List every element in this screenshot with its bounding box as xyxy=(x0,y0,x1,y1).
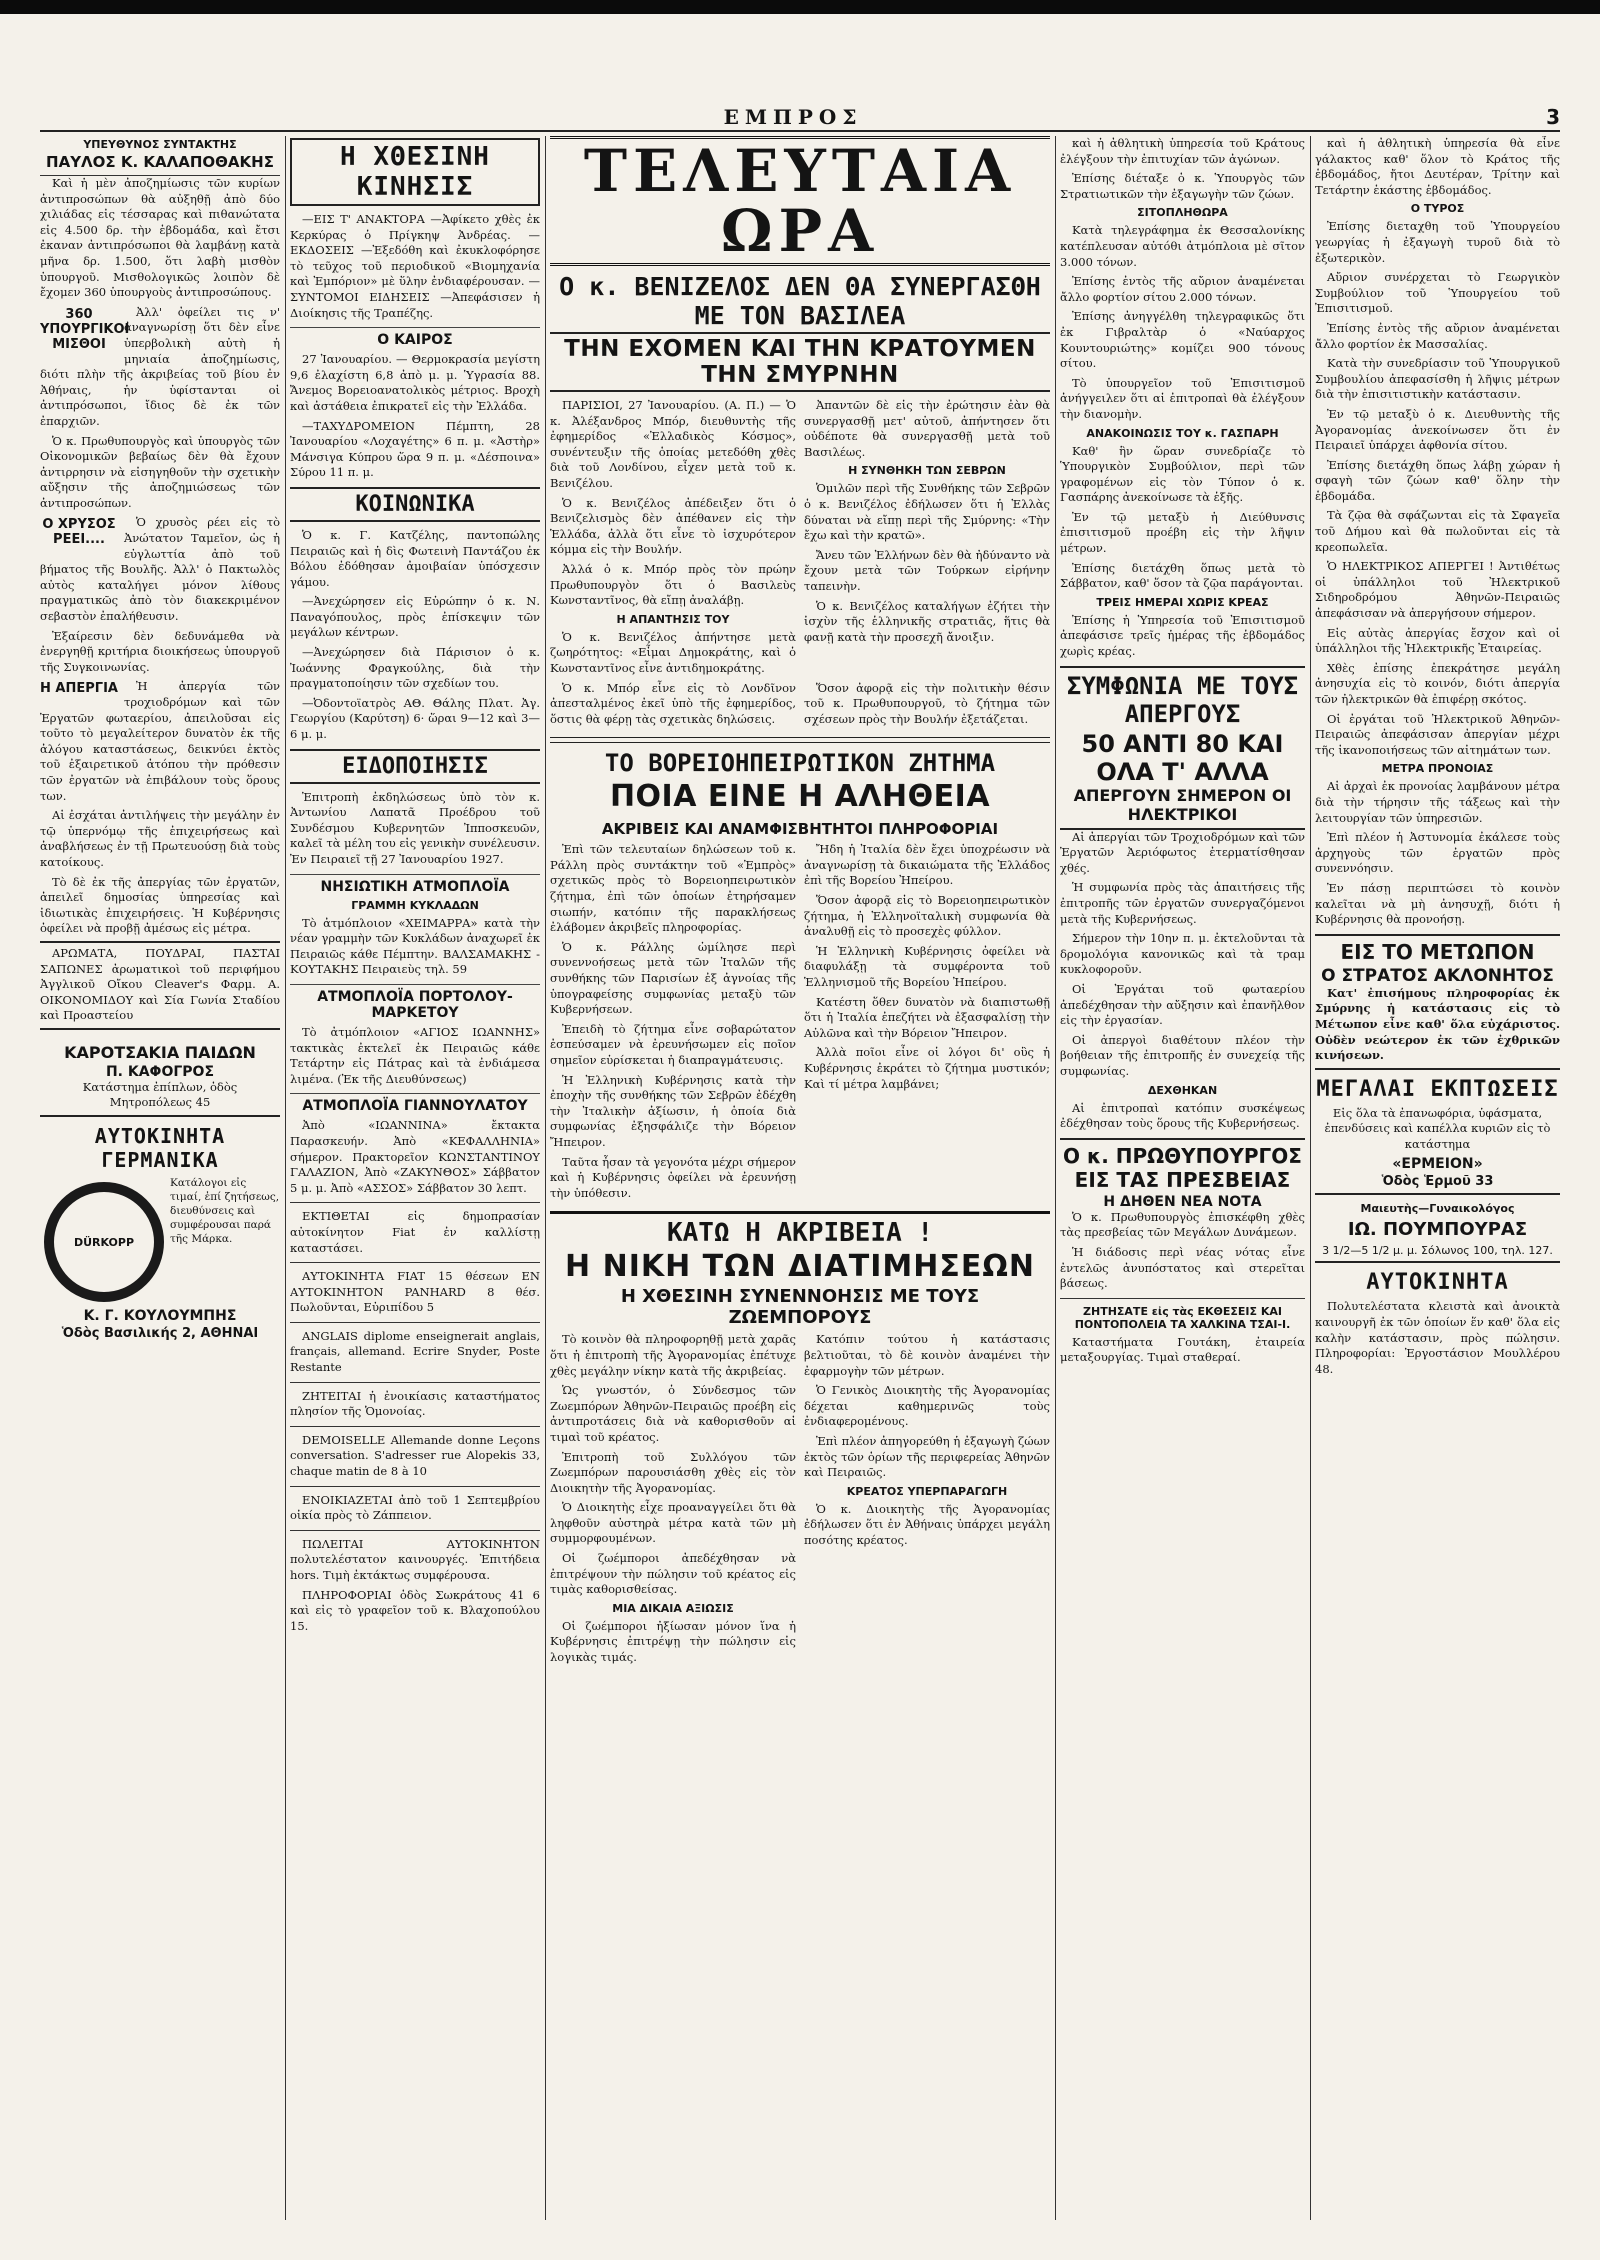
article-paragraph: Ὅσον ἀφορᾷ εἰς τὸ Βορειοηπειρωτικὸν ζήτημα, ἡ Ἑλληνοϊταλικὴ συμφωνία θὰ ἀναλυθῇ εἰς τὸ προσεχὲς φύλλον. xyxy=(804,893,1050,939)
ad-label: Μαιευτὴς—Γυναικολόγος xyxy=(1360,1202,1515,1216)
article-paragraph: Ἡ Ἑλληνικὴ Κυβέρνησις ὀφείλει νὰ διαφυλάξῃ τὰ συμφέροντα τοῦ Ἑλληνισμοῦ τῆς Βορείου Ἠπείρου. xyxy=(804,943,1050,990)
divider xyxy=(1060,1298,1305,1299)
sub-heading: Ο ΤΥΡΟΣ xyxy=(1410,202,1465,216)
ad-text: Καταστήματα Γουτάκη, ἐταιρεία μεταξουργίας. Τιμαὶ σταθεραί. xyxy=(1060,1334,1305,1365)
ad-german-cars xyxy=(40,1115,280,1341)
sub-headline: Ο ΣΤΡΑΤΟΣ ΑΚΛΟΝΗΤΟΣ xyxy=(1321,965,1554,986)
classified-ad: DEMOISELLE Allemande donne Leçons conversation. S'adresser rue Alopekis 33, chaque matin de 8 à 10 xyxy=(290,1432,540,1479)
divider xyxy=(290,1486,540,1487)
ad-row xyxy=(40,1176,280,1306)
article-paragraph: Ὁ ΗΛΕΚΤΡΙΚΟΣ ΑΠΕΡΓΕΙ ! Ἀντιθέτως οἱ ὑπάλληλοι τοῦ Ἠλεκτρικοῦ Σιδηροδρόμου Ἀθηνῶν-Πειραιῶς ἀπεφάσισαν νὰ ἀπεργήσουν σήμερον. xyxy=(1315,559,1560,621)
article-paragraph: Κατὰ τὴν συνεδρίασιν τοῦ Ὑπουργικοῦ Συμβουλίου ἀπεφασίσθη ἡ λῆψις μέτρων διὰ τὴν ἐπισιτιστικὴν κατάστασιν. xyxy=(1315,356,1560,402)
divider xyxy=(550,737,1050,743)
inline-heading: Ο ΧΡΥΣΟΣ ΡΕΕΙ.... xyxy=(42,517,116,548)
sub-headline: Η ΔΗΘΕΝ ΝΕΑ ΝΟΤΑ xyxy=(1103,1193,1262,1210)
article-paragraph: Ἐν πάσῃ περιπτώσει τὸ κοινὸν καλεῖται νὰ μὴ ἀνησυχῇ, διότι ἡ Κυβέρνησις θὰ προνοήσῃ. xyxy=(1315,880,1560,927)
article-subcolumns xyxy=(550,842,1050,1205)
article-paragraph: Ἐπίσης ἐντὸς τῆς αὔριον ἀναμένεται ἄλλο φορτίον σίτου 2.000 τόνων. xyxy=(1060,274,1305,304)
editor-label: ΥΠΕΥΘΥΝΟΣ ΣΥΝΤΑΚΤΗΣ xyxy=(83,138,237,151)
article-paragraph: —ΤΑΧΥΔΡΟΜΕΙΟΝ Πέμπτη, 28 Ἰανουαρίου «Λοχαγέτης» 6 π. μ. «Ἀστὴρ» Μάνσιγα Κύπρου ὥρα 9 π. μ. «Δέσποινα» Σύρου 11 π. μ. xyxy=(290,418,540,480)
sub-heading: ΜΙΑ ΔΙΚΑΙΑ ΑΞΙΩΣΙΣ xyxy=(612,1601,734,1615)
article-paragraph: Ἐπὶ τῶν τελευταίων δηλώσεων τοῦ κ. Ράλλη πρὸς συντάκτην τοῦ «Ἐμπρὸς» σχετικῶς πρὸς τὸ Βορειοηπειρωτικὸν ζήτημα, ἐπὶ τῶν ὁποίων ἐτηρήσαμεν σιωπήν, κατόπιν τῆς παρακλήσεως ἐλάβομεν ἀκριβεῖς πληροφορίας. xyxy=(550,842,796,935)
section-heading: ΚΟΙΝΩΝΙΚΑ xyxy=(290,487,540,522)
classified-ad: ΑΥΤΟΚΙΝΗΤΑ FIAT 15 θέσεων ΕΝ ΑΥΤΟΚΙΝΗΤΟΝ PANHARD 8 θέσ. Πωλοῦνται, Εὐριπίδου 5 xyxy=(290,1269,540,1315)
article-paragraph: Τὸ δὲ ἐκ τῆς ἀπεργίας τῶν ἐργατῶν, ἀπειλεῖ δημοσίας ὑπηρεσίας καὶ ἰδιωτικὰς ἐπιχειρήσεις. Ἡ Κυβέρνησις ὀφείλει νὰ προβῇ ἀμέσως εἰς μέτρα. xyxy=(40,874,280,936)
divider xyxy=(290,1322,540,1323)
article-paragraph: Ὡς γνωστόν, ὁ Σύνδεσμος τῶν Ζωεμπόρων Ἀθηνῶν-Πειραιῶς προέβη εἰς ἀντιπροτάσεις διὰ νὰ καθορισθοῦν αἱ τιμαὶ τοῦ κρέατος. xyxy=(550,1383,796,1444)
article-paragraph: Ὁμιλῶν περὶ τῆς Συνθήκης τῶν Σεβρῶν ὁ κ. Βενιζέλος ἐδήλωσεν ὅτι ἡ Ἑλλὰς δύναται νὰ εἴπῃ περὶ τῆς Σμύρνης: «Τὴν ἔχω καὶ τὴν κρατῶ». xyxy=(804,481,1050,543)
headline: ΤΗΝ ΕΧΟΜΕΝ ΚΑΙ ΤΗΝ ΚΡΑΤΟΥΜΕΝ ΤΗΝ ΣΜΥΡΝΗΝ xyxy=(550,332,1050,392)
sub-heading: ΓΡΑΜΜΗ ΚΥΚΛΑΔΩΝ xyxy=(351,898,479,912)
article-paragraph: Αἱ ἐπιτροπαὶ κατόπιν συσκέψεως ἐδέχθησαν τοὺς ὅρους τῆς Κυβερνήσεως. xyxy=(1060,1100,1305,1131)
sub-headline: Η ΧΘΕΣΙΝΗ ΣΥΝΕΝΝΟΗΣΙΣ ΜΕ ΤΟΥΣ ΖΩΕΜΠΟΡΟΥΣ xyxy=(620,1286,980,1329)
article-paragraph: Αἱ ἐσχάται ἀντιλήψεις τὴν μεγάλην ἐν τῷ ὑπερνόμῳ τῆς ἐπιχειρήσεως καὶ ἀναβλήσεως ἐν τῇ Πρωτευούσῃ διὰ τοὺς κατοίκους. xyxy=(40,808,280,869)
article-paragraph: Ἡ Ἑλληνικὴ Κυβέρνησις κατὰ τὴν ἐποχὴν τῆς συνθήκης τῶν Σεβρῶν ἐδέχθη τὴν Ἰταλικὴν ἀξίωσιν, ἡ ὁποία διὰ συμφωνίας ἐξησφάλιζε τὴν Βόρειον Ἤπειρον. xyxy=(550,1072,796,1149)
subcolumn-left xyxy=(550,1332,796,1669)
article-paragraph: —Ὀδοντοϊατρὸς ΑΘ. Θάλης Πλατ. Ἀγ. Γεωργίου (Καρύτση) 6· ὥραι 9—12 καὶ 3—6 μ. μ. xyxy=(290,695,540,742)
ad-shop: «ΕΡΜΕΙΟΝ» xyxy=(1392,1156,1483,1173)
article-paragraph: καὶ ἡ ἀθλητικὴ ὑπηρεσία θὰ εἶνε γάλακτος καθ' ὅλον τὸ Κράτος τῆς ἑβδομάδος, ἤτοι Δευτέραν, Τρίτην καὶ Τετάρτην ἑκάστης ἑβδομάδος. xyxy=(1315,136,1560,197)
article-paragraph: Οἱ Ἐργάται τοῦ φωταερίου ἀπεδέχθησαν τὴν αὔξησιν καὶ ἐπανῆλθον εἰς τὴν ἐργασίαν. xyxy=(1060,981,1305,1028)
article-paragraph: Ὁ κ. Βενιζέλος ἀπήντησε μετὰ ζωηρότητος: «Εἶμαι Δημοκράτης, καὶ ὁ Κωνσταντῖνος εἶνε ἀντιδημοκράτης. xyxy=(550,629,796,675)
article-paragraph: Οἱ ζωέμποροι ἀπεδέχθησαν νὰ ἐπιτρέψουν τὴν πώλησιν τοῦ κρέατος εἰς τιμὰς καθορισθείσας. xyxy=(550,1551,796,1597)
column-5 xyxy=(1315,136,1560,2220)
article-paragraph: Ὅσον ἀφορᾷ εἰς τὴν πολιτικὴν θέσιν τοῦ κ. Πρωθυπουργοῦ, τὸ ζήτημα τῶν σχέσεων πρὸς τὴν Βουλήν ἐξετάζεται. xyxy=(804,680,1050,726)
classified-ad: ΕΚΤΙΘΕΤΑΙ εἰς δημοπρασίαν αὐτοκίνητον Fiat ἐν καλλίστῃ καταστάσει. xyxy=(290,1209,540,1255)
masthead xyxy=(40,104,1560,132)
article-paragraph: Ὁ κ. Βενιζέλος ἀπέδειξεν ὅτι ὁ Βενιζελισμὸς δὲν ἀπέθανεν εἰς τὴν Ἑλλάδα, ἀλλὰ ὅτι εἶνε τὸ ἰσχυρότερον κόμμα εἰς τὴν Βουλήν. xyxy=(550,495,796,557)
subcolumn-right xyxy=(804,842,1050,1205)
ad-text: Κατάλογοι εἰς τιμαί, ἐπί ζητήσεως, διευθύνσεις καὶ συμφέρουσαι παρά τῆς Μάρκα. xyxy=(170,1177,280,1246)
sub-heading: ΝΗΣΙΩΤΙΚΗ ΑΤΜΟΠΛΟΪΑ xyxy=(290,874,540,895)
headline: ΚΑΤΩ Η ΑΚΡΙΒΕΙΑ ! xyxy=(666,1218,934,1249)
classified-ad: ΠΛΗΡΟΦΟΡΙΑΙ ὁδὸς Σωκράτους 41 6 καὶ εἰς τὸ γραφεῖον τοῦ κ. Βλαχοπούλου 15. xyxy=(290,1587,540,1633)
article-paragraph: Ἐπίσης διέταξε ὁ κ. Ὑπουργὸς τῶν Στρατιωτικῶν τὴν ἐξαγωγὴν τῶν ζώων. xyxy=(1060,171,1305,201)
divider xyxy=(290,1382,540,1383)
article-paragraph: Καὶ ἡ μὲν ἀποζημίωσις τῶν κυρίων ἀντιπροσώπων θὰ αὐξηθῇ ἀπὸ δύο χιλιάδας εἰς τέσσαρας καὶ πιθανώτατα εἰς 4.500 δρ. τὴν ἑβδομάδα, καὶ ἔτσι ἐκαναν ἀντιπρόσωποι θὰ λαμβάνῃ κατὰ μῆνα δρ. 1.500, ὅτι λαβὴ μισθὸν ὑπουργοῦ. Μισθολογικῶς λοιπὸν δὲ ἔχομεν 360 ὑπουργοὺς ἀντιπροσώπους. xyxy=(40,176,280,300)
article-paragraph: Ἐπιτροπὴ ἐκδηλώσεως ὑπὸ τὸν κ. Ἀντωνίου Λαπατᾶ Προέδρου τοῦ Συνδέσμου Κυβερνητῶν Ἰπποσκευῶν, καλεῖ τὰ μέλη του εἰς γενικὴν συνέλευσιν. Ἐν Πειραιεῖ τῇ 27 Ἰανουαρίου 1927. xyxy=(290,789,540,866)
article-paragraph: Οἱ ἀπεργοὶ διαθέτουν πλέον τὴν βοήθειαν τῆς ἐπιτροπῆς ἐν συνεχείᾳ τῆς συμφωνίας. xyxy=(1060,1032,1305,1078)
ad-address: Ὁδὸς Ἑρμοῦ 33 xyxy=(1381,1174,1494,1190)
article-paragraph: Ἐπίσης διετάχθη ὅπως μετὰ τὸ Σάββατον, καθ' ὅσον τὰ ζῷα παράγονται. xyxy=(1060,560,1305,591)
article-paragraph: Τὰ ζῷα θὰ σφάζωνται εἰς τὰ Σφαγεῖα τοῦ Δήμου καὶ θὰ πωλοῦνται εἰς τὰ κρεοπωλεῖα. xyxy=(1315,508,1560,554)
article-paragraph: Αἱ ἀπεργίαι τῶν Τροχιοδρόμων καὶ τῶν Ἐργατῶν Ἀεριόφωτος ἐτερματίσθησαν χθές. xyxy=(1060,829,1305,875)
article-paragraph: Εἰς αὐτὰς ἀπεργίας ἔσχον καὶ οἱ ὑπάλληλοι τῆς Ἠλεκτρικῆς Ἐταιρείας. xyxy=(1315,625,1560,656)
article-paragraph: —Ἀνεχώρησεν διὰ Πάρισιον ὁ κ. Ἰωάννης Φραγκούλης, διὰ τὴν πραγματοποίησιν τῶν σχεδίων του. xyxy=(290,645,540,691)
sub-heading: ΑΤΜΟΠΛΟΪΑ ΓΙΑΝΝΟΥΛΑΤΟΥ xyxy=(290,1093,540,1114)
sub-heading: ΔΕΧΘΗΚΑΝ xyxy=(1147,1083,1218,1097)
subcolumn-right xyxy=(804,398,1050,681)
headline: Ο κ. ΠΡΩΘΥΠΟΥΡΓΟΣ ΕΙΣ ΤΑΣ ΠΡΕΣΒΕΙΑΣ xyxy=(1060,1138,1305,1192)
article-paragraph: Οἱ ζωέμποροι ἠξίωσαν μόνον ἵνα ἡ Κυβέρνησις ἐπιτρέψῃ τὴν πώλησιν εἰς λογικὰς τιμάς. xyxy=(550,1618,796,1665)
article-paragraph: Ὁ Διοικητὴς εἶχε προαναγγείλει ὅτι θὰ ληφθοῦν αὐστηρὰ μέτρα κατὰ τῶν μὴ συμμορφουμένων. xyxy=(550,1500,796,1546)
ad-title: ΑΥΤΟΚΙΝΗΤΑ ΓΕΡΜΑΝΙΚΑ xyxy=(94,1124,226,1173)
article-subcolumns xyxy=(550,681,1050,732)
column-2 xyxy=(290,136,540,2220)
article-paragraph: Ἡ συμφωνία πρὸς τὰς ἀπαιτήσεις τῆς ἐπιτροπῆς τῶν ἐργατῶν συνεργαζόμενοι μετὰ τῆς Κυβερνήσεως. xyxy=(1060,880,1305,926)
ad-cars xyxy=(1315,1261,1560,1377)
ad-name: ΙΩ. ΠΟΥΜΠΟΥΡΑΣ xyxy=(1347,1219,1528,1241)
article-paragraph: Ἀπὸ «ΙΩΑΝΝΙΝΑ» ἔκτακτα Παρασκευήν. Ἀπὸ «ΚΕΦΑΛΛΗΝΙΑ» σήμερον. Πρακτορεῖον ΚΩΝΣΤΑΝΤΙΝΟΥ ΓΑΛΑΖΙΟΝ, Ἀπὸ «ΖΑΚΥΝΘΟΣ» Σάββατον 5 μ. μ. Ἀπὸ «ΑΣΣΟΣ» Σάββατον 30 λεπτ. xyxy=(290,1118,540,1195)
article-paragraph: Ὁ Γενικὸς Διοικητὴς τῆς Ἀγορανομίας δέχεται καθημερινῶς τοὺς ἐνδιαφερομένους. xyxy=(804,1383,1050,1429)
article-paragraph: Ἐπὶ πλέον ἀπηγορεύθη ἡ ἐξαγωγὴ ζώων ἐκτὸς τῶν ὁρίων τῆς περιφερείας Ἀθηνῶν καὶ Πειραιῶς. xyxy=(804,1433,1050,1480)
divider xyxy=(290,1426,540,1427)
article-paragraph: Ἐπίσης ἀνηγγέλθη τηλεγραφικῶς ὅτι ἐκ Γιβραλτὰρ ὁ «Ναύαρχος Κουντουριώτης» κομίζει 900 τόνους σίτου. xyxy=(1060,309,1305,371)
article-paragraph: Ἐπίσης διετάχθη ὅπως λάβῃ χώραν ἡ σφαγὴ τῶν ζώων καθ' ὅλην τὴν ἑβδομάδα. xyxy=(1315,457,1560,503)
article-paragraph: Καθ' ἣν ὥραν συνεδρίαζε τὸ Ὑπουργικὸν Συμβούλιον, περὶ τῶν γραφομένων εἰς τὸν Τύπον ὁ κ. Γασπάρης ἀνεκοίνωσε τὰ ἑξῆς. xyxy=(1060,443,1305,505)
column-rule xyxy=(1310,136,1311,2220)
article-paragraph: Ἐν τῷ μεταξὺ ἡ Διεύθυνσις ἐπισιτισμοῦ προέβη εἰς τὴν λῆψιν μέτρων. xyxy=(1060,509,1305,556)
article-paragraph: Ἐπίσης ἡ Ὑπηρεσία τοῦ Ἐπισιτισμοῦ ἀπεφάσισε τρεῖς ἡμέρας τῆς ἑβδομάδος χωρὶς κρέας. xyxy=(1060,612,1305,659)
ad-perfumes xyxy=(40,941,280,1024)
headline: Η ΝΙΚΗ ΤΩΝ ΔΙΑΤΙΜΗΣΕΩΝ xyxy=(565,1249,1035,1285)
classified-ad: ΕΝΟΙΚΙΑΖΕΤΑΙ ἀπὸ τοῦ 1 Σεπτεμβρίου οἰκία πρὸς τὸ Ζάππειον. xyxy=(290,1492,540,1523)
article-paragraph: Ἐπίσης ἐντὸς τῆς αὔριον ἀναμένεται ἄλλο φορτίον ἐκ Μασσαλίας. xyxy=(1315,320,1560,351)
ad-address: Κατάστημα ἐπίπλων, ὁδὸς Μητροπόλεως 45 xyxy=(82,1079,238,1110)
ad-title: ΖΗΤΗΣΑΤΕ εἰς τὰς ΕΚΘΕΣΕΙΣ ΚΑΙ ΠΟΝΤΟΠΟΛΕΙΑ ΤΑ ΧΑΛΚΙΝΑ ΤΣΑΙ-Ι. xyxy=(1074,1304,1291,1331)
divider xyxy=(290,1262,540,1263)
article-paragraph: Ἐπὶ πλέον ἡ Ἀστυνομία ἐκάλεσε τοὺς ἀρχηγοὺς τῶν ἐργατῶν πρὸς συνεννόησιν. xyxy=(1315,830,1560,876)
classified-ad: ANGLAIS diplome enseignerait anglais, français, allemand. Ecrire Snyder, Poste Restante xyxy=(290,1328,540,1375)
article-paragraph: Ἐπειδὴ τὸ ζήτημα εἶνε σοβαρώτατον ἐσπεύσαμεν νὰ ἐρευνήσωμεν εἰς ποῖον σημεῖον εὑρίσκεται ἡ διαπραγμάτευσις. xyxy=(550,1021,796,1067)
article-paragraph: Οἱ ἐργάται τοῦ Ἠλεκτρικοῦ Ἀθηνῶν-Πειραιῶς ἀπεφάσισαν ἀπεργίαν μέχρι τῆς ἱκανοποιήσεως τῶν αἰτημάτων των. xyxy=(1315,711,1560,757)
subcolumn-left xyxy=(550,842,796,1205)
article-paragraph: Ἤδη ἡ Ἰταλία δὲν ἔχει ὑποχρέωσιν νὰ ἀναγνωρίσῃ τὰ δικαιώματα τῆς Ἑλλάδος ἐπὶ τῆς Βορείου Ἠπείρου. xyxy=(804,842,1050,888)
ad-text: ΑΡΩΜΑΤΑ, ΠΟΥΔΡΑΙ, ΠΑΣΤΑΙ ΣΑΠΩΝΕΣ ἀρωματικοὶ τοῦ περιφήμου Ἀγγλικοῦ Οἴκου Cleaver's Φαρμ. Α. ΟΙΚΟΝΟΜΙΔΟΥ καὶ Σία Γωνία Σταδίου καὶ Προαστείου xyxy=(40,945,280,1023)
divider xyxy=(290,1530,540,1531)
sub-heading: ΑΤΜΟΠΛΟΪΑ ΠΟΡΤΟΛΟΥ-ΜΑΡΚΕΤΟΥ xyxy=(290,984,540,1021)
article-paragraph: Ἐξαίρεσιν δὲν δεδυνάμεθα νὰ ἐνεργηθῇ κριτήρια διοικήσεως ὑπουργοῦ τῆς Συγκοινωνίας. xyxy=(40,628,280,674)
article-subcolumns xyxy=(550,1332,1050,1669)
article-paragraph: Ἄνευ τῶν Ἑλλήνων δὲν θὰ ἠδύναντο νὰ ἔχουν μετὰ τῶν Τούρκων εἰρήνην ταπεινὴν. xyxy=(804,547,1050,593)
article-paragraph: Ὁ κ. Βενιζέλος καταλήγων ἐζήτει τὴν ἰσχὺν τῆς ἑλληνικῆς στρατιᾶς, ἥτις θὰ φανῇ κατὰ τὴν προσεχῆ ἄνοιξιν. xyxy=(804,598,1050,644)
article-paragraph: 27 Ἰανουαρίου. — Θερμοκρασία μεγίστη 9,6 ἐλαχίστη 6,8 ἀπὸ μ. μ. Ὑγρασία 88. Ἄνεμος Βορειοανατολικὸς μέτριος. Βροχὴ καὶ ἀστάθεια ἐπικρατεῖ εἰς τὴν Ἑλλάδα. xyxy=(290,352,540,413)
sub-heading: ΣΙΤΟΠΛΗΘΩΡΑ xyxy=(1137,206,1228,220)
article-paragraph: Ἀλλὰ ποῖοι εἶνε οἱ λόγοι δι' οὓς ἡ Κυβέρνησις ἐκράτει τὸ ζήτημα μυστικόν; Καὶ τί μέτρα λαμβάνει; xyxy=(804,1045,1050,1091)
tire-brand: DÜRKOPP xyxy=(73,1235,135,1249)
inline-heading: 360 ΥΠΟΥΡΓΙΚΟΙ ΜΙΣΘΟΙ xyxy=(40,306,130,352)
column-rule xyxy=(1055,136,1056,2220)
subcolumn-left xyxy=(550,681,796,732)
sub-heading: ΤΡΕΙΣ ΗΜΕΡΑΙ ΧΩΡΙΣ ΚΡΕΑΣ xyxy=(1096,595,1269,609)
article-paragraph: Ἀλλ' ὀφείλει τις ν' ἀναγνωρίσῃ ὅτι δὲν εἶνε ὑπερβολικὴ αὐτὴ ἡ μηνιαία ἀποζημίωσις, διότι πλὴν τῆς ἀκριβείας τοῦ βίου ἐν Ἀθήναις, ἡν ὑφίστανται οἱ ἀντιπρόσωποι, ἴδιος δὲ ἐκ τῶν ἐπαρχιῶν. xyxy=(40,304,280,428)
top-black-bar xyxy=(0,0,1600,14)
ad-text: Εἰς ὅλα τὰ ἐπανωφόρια, ὑφάσματα, ἐπενδύσεις καὶ καπέλλα κυριῶν εἰς τὸ κατάστημα xyxy=(1324,1105,1551,1151)
article-paragraph: Ὁ κ. Διοικητὴς τῆς Ἀγορανομίας ἐδήλωσεν ὅτι ἐν Ἀθήναις ὑπάρχει μεγάλη ποσότης κρέατος. xyxy=(804,1501,1050,1547)
ad-discounts xyxy=(1315,1068,1560,1190)
tire-logo-icon xyxy=(44,1182,164,1302)
ad-prams xyxy=(40,1028,280,1111)
ad-title: ΜΕΓΑΛΑΙ ΕΚΠΤΩΣΕΙΣ xyxy=(1316,1076,1559,1102)
subcolumn-left xyxy=(550,398,796,681)
sub-headline: ΑΠΕΡΓΟΥΝ ΣΗΜΕΡΟΝ ΟΙ ΗΛΕΚΤΡΙΚΟΙ xyxy=(1060,786,1305,830)
ad-name: Π. ΚΑΦΟΓΡΟΣ xyxy=(105,1063,215,1080)
section-heading: Η ΧΘΕΣΙΝΗ ΚΙΝΗΣΙΣ xyxy=(290,138,540,206)
article-paragraph: Κατὰ τηλεγράφημα ἐκ Θεσσαλονίκης κατέπλευσαν αὐτόθι ἀτμόπλοια μὲ σῖτον 3.000 τόνων. xyxy=(1060,223,1305,269)
article-paragraph: Ὁ κ. Ράλλης ὡμίλησε περὶ συνεννοήσεως μετὰ τῶν Ἰταλῶν τῆς συνθήκης τῶν Παρισίων ἐξ ἀγνοίας τῆς ὑπογραφείσης συμφωνίας μεταξὺ τῶν Κυβερνήσεων. xyxy=(550,939,796,1017)
article-paragraph: Τὸ ἀτμόπλοιον «ΧΕΙΜΑΡΡΑ» κατὰ τὴν νέαν γραμμὴν τῶν Κυκλάδων ἀναχωρεῖ ἐκ Πειραιῶς κάθε Πέμπτην. ΒΑΛΣΑΜΑΚΗΣ - ΚΟΥΤΑΚΗΣ Πειραιεὺς τηλ. 59 xyxy=(290,915,540,977)
article-paragraph: Κατέστη ὅθεν δυνατὸν νὰ διαπιστωθῇ ὅτι ἡ Ἰταλία ἐπεζήτει νὰ ἐξασφαλίσῃ τὴν Αὐλῶνα καὶ τὴν Βόρειον Ἤπειρον. xyxy=(804,994,1050,1040)
sub-heading: ΜΕΤΡΑ ΠΡΟΝΟΙΑΣ xyxy=(1381,762,1494,776)
headline: ΣΥΜΦΩΝΙΑ ΜΕ ΤΟΥΣ ΑΠΕΡΓΟΥΣ xyxy=(1060,666,1305,728)
sub-heading: Η ΣΥΝΘΗΚΗ ΤΩΝ ΣΕΒΡΩΝ xyxy=(848,464,1006,478)
ad-address: Ὁδὸς Βασιλικής 2, ΑΘΗΝΑΙ xyxy=(61,1326,259,1342)
article-paragraph: Ἀλλά ὁ κ. Μπόρ πρὸς τὸν πρώην Πρωθυπουργὸν ὅτι ὁ Βασιλεὺς Κωνσταντῖνος, θὰ εἴπῃ ἀναλάβῃ. xyxy=(550,561,796,608)
banner-headline: ΤΕΛΕΥΤΑΙΑ ΩΡΑ xyxy=(550,136,1050,266)
sub-heading: ΚΡΕΑΤΟΣ ΥΠΕΡΠΑΡΑΓΩΓΗ xyxy=(846,1484,1008,1498)
column-4 xyxy=(1060,136,1305,2220)
article-paragraph: Ὁ χρυσὸς ρέει εἰς τὸ Ἀνώτατον Ταμεῖον, ὡς ἡ εὐγλωττία ἀπὸ τοῦ βήματος τῆς Βουλῆς. Ἀλλ' ὁ Πακτωλὸς αὐτὸς καταλήγει μόνον λίθους πραγματικῶς ἀπὸ τὸν διακεκριμένον σεβαστὸν ἐπαλήθευσιν. xyxy=(40,515,280,624)
page-number: 3 xyxy=(1546,105,1560,129)
ad-text: 3 1/2—5 1/2 μ. μ. Σόλωνος 100, τηλ. 127. xyxy=(1322,1244,1553,1258)
sub-heading: Ο ΚΑΙΡΟΣ xyxy=(290,327,540,348)
headline: ΕΙΣ ΤΟ ΜΕΤΩΠΟΝ xyxy=(1315,934,1560,964)
article-paragraph: —Ἀνεχώρησεν εἰς Εὐρώπην ὁ κ. Ν. Παναγόπουλος, πρὸς ἐπίσκεψιν τῶν μεγάλων κέντρων. xyxy=(290,594,540,640)
article-paragraph: Αὔριον συνέρχεται τὸ Γεωργικὸν Συμβούλιον τοῦ Ὑπουργείου τοῦ Ἐπισιτισμοῦ. xyxy=(1315,270,1560,316)
headline-box xyxy=(550,1211,1050,1328)
section-heading: ΕΙΔΟΠΟΙΗΣΙΣ xyxy=(290,749,540,784)
article-paragraph: Ὁ κ. Μπόρ εἶνε εἰς τὸ Λονδῖνον ἀπεσταλμένος ἐκεῖ ὑπὸ τῆς ἐφημερίδος, ὅστις θὰ φέρῃ τὰς σχετικὰς δηλώσεις. xyxy=(550,680,796,726)
article-paragraph: Ταῦτα ἦσαν τὰ γεγονότα μέχρι σήμερον καὶ ἡ Κυβέρνησις ὀφείλει νὰ ἐρευνήσῃ τὴν ὑπόθεσιν. xyxy=(550,1154,796,1200)
headline: 50 ΑΝΤΙ 80 ΚΑΙ ΟΛΑ Τ' ΑΛΛΑ xyxy=(1081,729,1284,786)
article-paragraph: Τὸ ὑπουργεῖον τοῦ Ἐπισιτισμοῦ ἀνήγγειλεν ὅτι αἱ ἐπιτροπαὶ θὰ ἐλέγξουν τὴν διανομὴν. xyxy=(1060,375,1305,421)
sub-headline: ΑΚΡΙΒΕΙΣ ΚΑΙ ΑΝΑΜΦΙΣΒΗΤΗΤΟΙ ΠΛΗΡΟΦΟΡΙΑΙ xyxy=(601,820,999,839)
column-rule xyxy=(285,136,286,2220)
article-paragraph: Τὸ ἀτμόπλοιον «ΑΓΙΟΣ ΙΩΑΝΝΗΣ» τακτικὰς ἐκτελεῖ ἐκ Πειραιῶς κάθε Τετάρτην εἰς Πάτρας καὶ τὰ ἐνδιάμεσα λιμένα. (Ἐκ τῆς Διευθύνσεως) xyxy=(290,1024,540,1086)
article-paragraph: καὶ ἡ ἀθλητικὴ ὑπηρεσία τοῦ Κράτους ἐλέγξουν τὴν ἐπιτυχίαν τῶν ἀγώνων. xyxy=(1060,136,1305,166)
article-paragraph: Ἠ ἀπεργία τῶν τροχιοδρόμων καὶ τῶν Ἐργατῶν φωταερίου, ἀπειλοῦσαι εἰς τοῦτο τὸ μεγαλείτερον δυνατὸν ἐκ τῆς ἀλόγου καταστάσεως, δεικνύει ἐκτὸς τοῦ ἐξαιρετικοῦ ἀτόπου τὴν πρόθεσιν τῶν ἐργατῶν νὰ ἐπιβάλουν τοὺς ὅρους των. xyxy=(40,679,280,803)
classified-ad: ΖΗΤΕΙΤΑΙ ἡ ἐνοικίασις καταστήματος πλησίον τῆς Ὁμονοίας. xyxy=(290,1388,540,1419)
headline: ΠΟΙΑ ΕΙΝΕ Η ΑΛΗΘΕΙΑ xyxy=(609,779,991,815)
article-paragraph: Τὸ κοινὸν θὰ πληροφορηθῇ μετὰ χαρᾶς ὅτι ἡ ἐπιτροπὴ τῆς Ἀγορανομίας ἐπέτυχε χθὲς μεγάλην νίκην κατὰ τῆς ἀκριβείας. xyxy=(550,1332,796,1378)
column-3 xyxy=(550,136,1050,2220)
article-paragraph: Κατ' ἐπισήμους πληροφορίας ἐκ Σμύρνης ἡ κατάστασις εἰς τὸ Μέτωπον εἶνε καθ' ὅλα εὐχάριστος. Οὐδὲν νεώτερον ἐκ τῶν ἐχθρικῶν κινήσεων. xyxy=(1315,985,1560,1063)
paper-name: ΕΜΠΡΟΣ xyxy=(723,105,863,129)
article-paragraph: Σήμερον τὴν 10ην π. μ. ἐκτελοῦνται τὰ δρομολόγια κανονικῶς καὶ τὰ τραμ κυκλοφοροῦν. xyxy=(1060,931,1305,977)
article-paragraph: Κατόπιν τούτου ἡ κατάστασις βελτιοῦται, τὸ δὲ κοινὸν ἀναμένει τὴν ἐφαρμογὴν τῶν μέτρων. xyxy=(804,1332,1050,1378)
divider xyxy=(290,1202,540,1203)
column-rule xyxy=(545,136,546,2220)
article-paragraph: Ὁ κ. Πρωθυπουργὸς καὶ ὑπουργὸς τῶν Οἰκονομικῶν βεβαίως δὲν θὰ ἔχουν ἀντιρρησιν νὰ εἰσηγηθοῦν τὴν σχετικὴν αὔξησιν τῆς ἀποζημιώσεως τῶν ἀντιπροσώπων. xyxy=(40,433,280,510)
sub-heading: Η ΑΠΑΝΤΗΣΙΣ ΤΟΥ xyxy=(616,612,730,626)
ad-title: ΚΑΡΟΤΣΑΚΙΑ ΠΑΙΔΩΝ xyxy=(64,1042,256,1062)
article-paragraph: Ἐπίσης διεταχθη τοῦ Ὑπουργείου γεωργίας ἡ ἐξαγωγὴ τυροῦ διὰ τὸ ἐξωτερικὸν. xyxy=(1315,219,1560,265)
ad-text: Πολυτελέστατα κλειστὰ καὶ ἀνοικτὰ καινουργῆ ἐκ τῶν ὁποίων ἕν καθ' ὅλα εἰς καλὴν κατάστασιν, πρὸς πώλησιν. Πληροφορίαι: Ἐργοστάσιον Μουλλέρου 48. xyxy=(1315,1299,1560,1376)
article-paragraph: ΠΑΡΙΣΙΟΙ, 27 Ἰανουαρίου. (Α. Π.) — Ὁ κ. Ἀλέξανδρος Μπόρ, διευθυντὴς τῆς ἐφημερίδος «Ἐλλαδικὸς Κόσμος», συνέντευξιν τῆς ὁποίας μετεδόθη χθὲς διὰ τοῦ Λονδίνου, εἶχεν μετὰ τοῦ κ. Βενιζέλου. xyxy=(550,398,796,490)
ad-doctor xyxy=(1315,1193,1560,1257)
article-paragraph: Ἡ διάδοσις περὶ νέας νότας εἶνε ἐντελῶς ἀνυπόστατος καὶ στερεῖται βάσεως. xyxy=(1060,1244,1305,1291)
article-paragraph: Ἀπαντῶν δὲ εἰς τὴν ἐρώτησιν ἐὰν θὰ συνεργασθῇ μετ' αὐτοῦ, ἀπήντησεν ὅτι οὐδέποτε θὰ συνεργασθῇ μετὰ τοῦ Βασιλέως. xyxy=(804,398,1050,459)
headline: Ο κ. ΒΕΝΙΖΕΛΟΣ ΔΕΝ ΘΑ ΣΥΝΕΡΓΑΣΘΗ ΜΕ ΤΟΝ ΒΑΣΙΛΕΑ xyxy=(559,272,1041,330)
column-1 xyxy=(40,136,280,2220)
article-paragraph: Χθὲς ἐπίσης ἐπεκράτησε μεγάλη ἀνησυχία εἰς τὸ κοινόν, διότι ἀπεργία τῶν ἠλεκτρικῶν θὰ ἐπιφέρῃ σκότος. xyxy=(1315,660,1560,706)
inline-heading: Η ΑΠΕΡΓΙΑ xyxy=(40,681,118,697)
sub-heading: ΑΝΑΚΟΙΝΩΣΙΣ ΤΟΥ κ. ΓΑΣΠΑΡΗ xyxy=(1086,426,1279,440)
article-paragraph: Ἐν τῷ μεταξὺ ὁ κ. Διευθυντὴς τῆς Ἀγορανομίας ἀνεκοίνωσεν ὅτι ἐν Πειραιεῖ ὑπάρχει ἀφθονία σίτου. xyxy=(1315,406,1560,453)
subcolumn-right xyxy=(804,1332,1050,1669)
ad-name: Κ. Γ. ΚΟΥΛΟΥΜΠΗΣ xyxy=(83,1308,237,1325)
subcolumn-right xyxy=(804,681,1050,732)
article-paragraph: —ΕΙΣ Τ' ΑΝΑΚΤΟΡΑ —Ἀφίκετο χθὲς ἐκ Κερκύρας ὁ Πρίγκηψ Ἀνδρέας. —ΕΚΔΟΣΕΙΣ —Ἐξεδόθη καὶ ἐκυκλοφόρησε τὸ τεῦχος τοῦ περιοδικοῦ «Βιομηχανία καὶ Ἐμπόριον» μὲ ὕλην ἐνδιαφέρουσαν. —ΣΥΝΤΟΜΟΙ ΕΙΔΗΣΕΙΣ —Ἀπεφάσισεν ἡ Διοίκησις τῆς Τραπέζης. xyxy=(290,212,540,320)
article-paragraph: Αἱ ἀρχαὶ ἐκ προνοίας λαμβάνουν μέτρα διὰ τὴν τήρησιν τῆς τάξεως καὶ τὴν λειτουργίαν τῶν ὑπηρεσιῶν. xyxy=(1315,779,1560,825)
article-subcolumns xyxy=(550,398,1050,681)
classified-ad: ΠΩΛΕΙΤΑΙ ΑΥΤΟΚΙΝΗΤΟΝ πολυτελέστατον καινουργές. Ἐπιτήδεια hors. Τιμὴ ἐκτάκτως συμφέρουσα. xyxy=(290,1536,540,1582)
article-paragraph: Ἐπιτροπὴ τοῦ Συλλόγου τῶν Ζωεμπόρων παρουσιάσθη χθὲς εἰς τὸν Διοικητὴν τῆς Ἀγορανομίας. xyxy=(550,1449,796,1495)
article-paragraph: Ὁ κ. Πρωθυπουργὸς ἐπισκέφθη χθὲς τὰς πρεσβείας τῶν Μεγάλων Δυνάμεων. xyxy=(1060,1209,1305,1240)
editor-name: ΠΑΥΛΟΣ Κ. ΚΑΛΑΠΟΘΑΚΗΣ xyxy=(40,153,280,176)
headline: ΤΟ ΒΟΡΕΙΟΗΠΕΙΡΩΤΙΚΟΝ ΖΗΤΗΜΑ xyxy=(604,749,996,778)
ad-title: ΑΥΤΟΚΙΝΗΤΑ xyxy=(1366,1270,1509,1296)
article-paragraph: Ὁ κ. Γ. Κατζέλης, παντοπώλης Πειραιῶς καὶ ἡ δὶς Φωτεινὴ Παντάζου ἐκ Βόλου ἐδόθησαν ἀμοιβαίαν ὑπόσχεσιν γάμου. xyxy=(290,527,540,589)
